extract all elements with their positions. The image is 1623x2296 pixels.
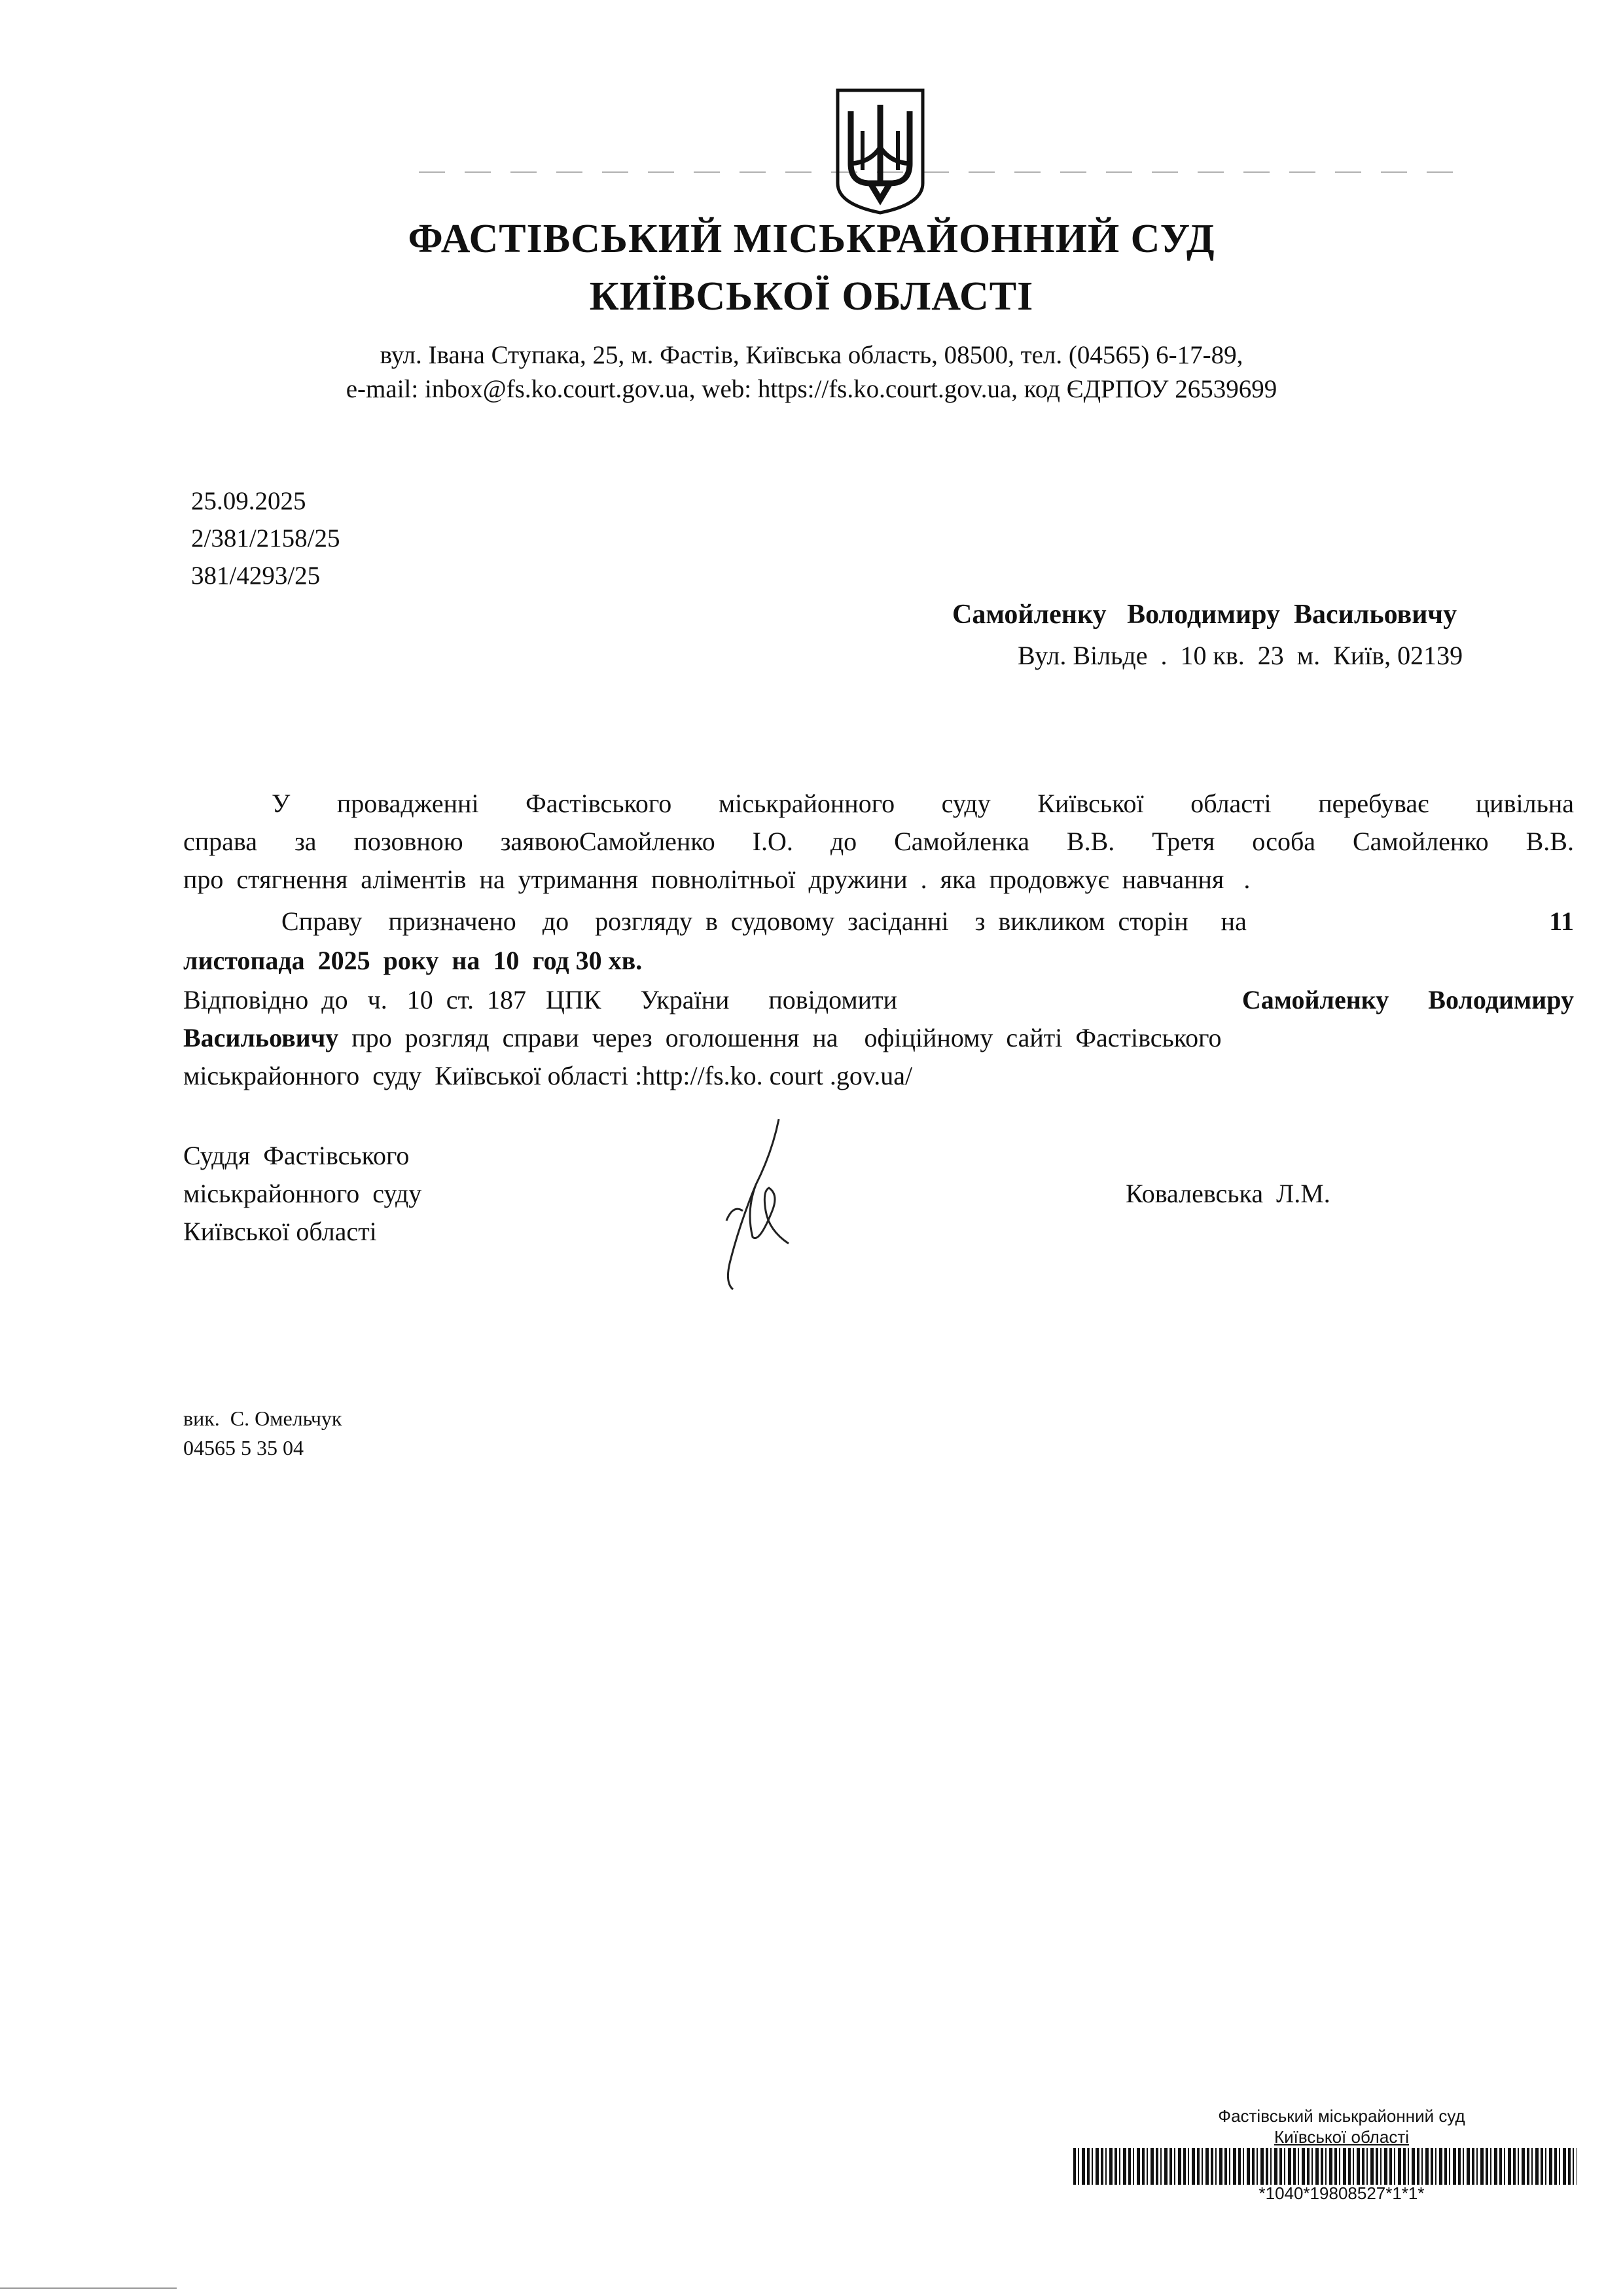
scan-artifact-line [419,171,1466,173]
body-p3-line3: міськрайонного суду Київської області :http://fs.ko. court .gov.ua/ [183,1061,913,1090]
judge-title-line1: Суддя Фастівського [183,1141,410,1170]
barcode [1073,2148,1577,2185]
body-p2-line1 [281,903,1574,940]
outgoing-number: 381/4293/25 [191,562,321,590]
barcode-court-line2: Київської області [1274,2127,1410,2147]
trident-coat-of-arms-icon [831,85,929,216]
court-name-line2: КИЇВСЬКОЇ ОБЛАСТІ [589,274,1034,319]
barcode-court-line1: Фастівський міськрайонний суд [1218,2106,1465,2126]
executor-name: вик. С. Омельчук [183,1407,342,1430]
body-p3-line2-rest: про розгляд справи через оголошення на офіційному сайті Фастівського [338,1023,1222,1052]
court-name-line1: ФАСТІВСЬКИЙ МІСЬКРАЙОННИЙ СУД [408,217,1215,261]
body-p1-line2: справа за позовною заявоюСамойленко І.О. до Самойленка В.В. Третя особа Самойленко В.В. [183,827,1574,856]
court-address: вул. Івана Ступака, 25, м. Фастів, Київська область, 08500, тел. (04565) 6-17-89, [380,341,1243,369]
body-p3-patronymic: Васильовичу [183,1023,339,1052]
scan-artifact-bottom [0,2287,177,2289]
body-p3-line2 [183,1020,1574,1056]
recipient-address: Вул. Вільде . 10 кв. 23 м. Київ, 02139 [1018,641,1463,670]
judge-title-line3: Київської області [183,1217,377,1246]
body-p1-line1: У провадженні Фастівського міськрайонного суду Київської області перебуває цивільна [272,789,1574,818]
hearing-datetime: листопада 2025 року на 10 год 30 хв. [183,946,643,975]
barcode-number: *1040*19808527*1*1* [1258,2183,1425,2203]
body-p2-day: 11 [1549,906,1574,936]
executor-phone: 04565 5 35 04 [183,1436,304,1460]
body-p3-line1 [183,982,1574,1018]
body-p2-text: Справу призначено до розгляду в судовому засіданні з викликом сторін на [281,906,1247,936]
document-date: 25.09.2025 [191,487,306,515]
recipient-name: Самойленку Володимиру Васильовичу [952,600,1457,630]
case-number: 2/381/2158/25 [191,524,340,552]
judge-name: Ковалевська Л.М. [1126,1179,1330,1208]
body-p3-recipient-name: Самойленку Володимиру [1241,985,1574,1014]
body-p1-line3: про стягнення аліментів на утримання повнолітньої дружини . яка продовжує навчання . [183,865,1251,894]
judge-title-line2: міськрайонного суду [183,1179,422,1208]
court-contacts: e-mail: inbox@fs.ko.court.gov.ua, web: https://fs.ko.court.gov.ua, код ЄДРПОУ 26539699 [346,375,1277,403]
judge-signature [694,1113,812,1302]
body-p3-prefix: Відповідно до ч. 10 ст. 187 ЦПК України повідомити [183,985,897,1014]
